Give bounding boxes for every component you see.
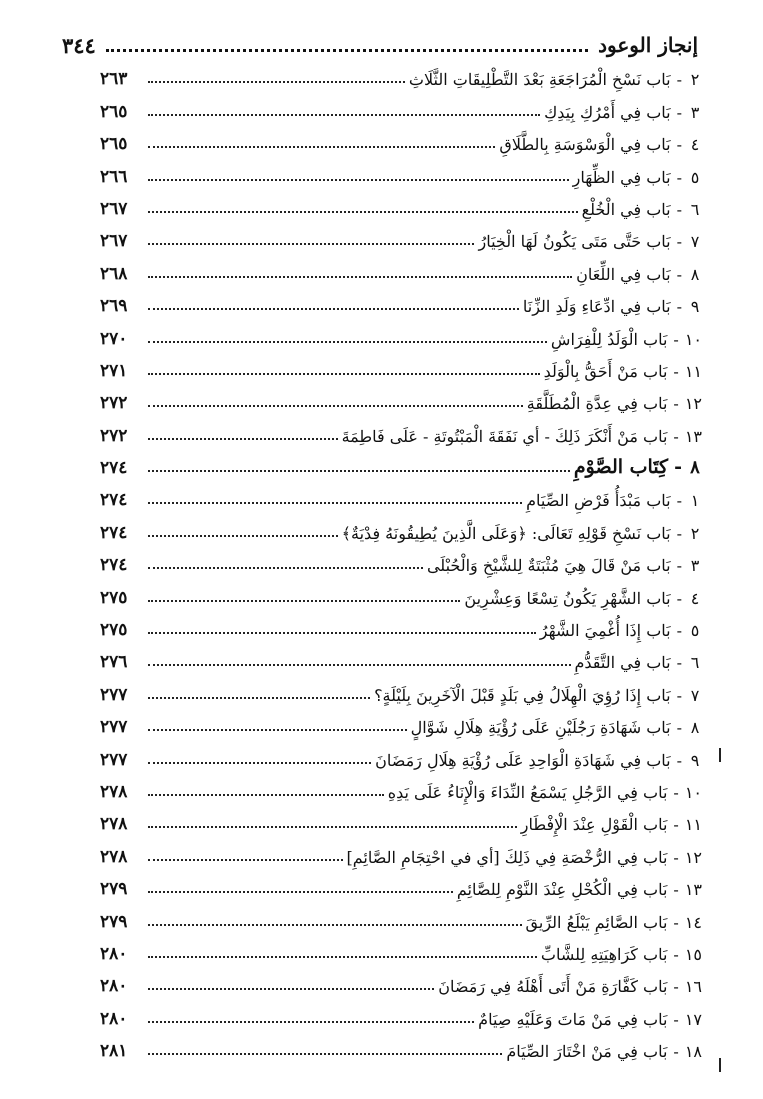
leader-dots	[148, 373, 540, 375]
entry-label: بَاب فِي عِدَّةِ الْمُطَلَّقَةِ	[526, 394, 668, 414]
entry-title	[427, 556, 702, 575]
table-of-contents	[100, 60, 702, 1064]
entry-title	[551, 330, 702, 349]
entry-number: ٥	[690, 167, 700, 187]
toc-entry	[100, 1032, 702, 1064]
leader-dots	[148, 179, 569, 181]
toc-entry	[100, 157, 702, 189]
toc-entry	[100, 999, 702, 1031]
running-header	[62, 28, 698, 62]
entry-page-number: ٢٦٥	[100, 134, 128, 155]
toc-entry	[100, 352, 702, 384]
entry-label: بَاب مَنْ أَحَقُّ بِالْوَلَدِ	[543, 361, 668, 381]
entry-dash: -	[676, 297, 682, 317]
entry-title	[541, 945, 702, 964]
leader-dots	[148, 794, 384, 796]
entry-label: بَاب فِي اللِّعَانِ	[576, 264, 671, 284]
entry-title	[544, 362, 702, 381]
entry-label: بَاب مَنْ قَالَ هِيَ مُثْبَتَةٌ لِلشَّيْخِ وَالْحُبْلَى	[426, 556, 671, 576]
entry-dash: -	[673, 944, 679, 964]
toc-entry	[100, 870, 702, 902]
entry-page-number: ٢٧٩	[100, 911, 128, 932]
entry-dash: -	[676, 199, 682, 219]
entry-page-number: ٢٧٢	[100, 393, 128, 414]
leader-dots	[148, 1021, 474, 1023]
entry-page-number: ٢٦٣	[100, 69, 128, 90]
entry-label: بَاب فِي شَهَادَةِ الْوَاحِدِ عَلَى رُؤْيَةِ هِلَالِ رَمَضَانَ	[375, 750, 671, 770]
entry-number: ١١	[684, 361, 702, 381]
entry-label: بَاب فِي الْوَسْوَسَةِ بِالطَّلَاقِ	[499, 135, 671, 155]
entry-page-number: ٢٧٨	[100, 814, 128, 835]
entry-page-number: ٢٧٦	[100, 652, 128, 673]
entry-number: ٧	[690, 685, 700, 705]
toc-entry	[100, 60, 702, 92]
toc-entry	[100, 546, 702, 578]
entry-title	[409, 70, 702, 89]
entry-number: ١١	[684, 815, 702, 835]
entry-dash: -	[673, 1009, 679, 1029]
leader-dots	[148, 567, 423, 569]
entry-dash: -	[673, 426, 679, 446]
entry-dash: -	[676, 135, 682, 155]
entry-number: ١٥	[684, 944, 702, 964]
entry-dash: -	[676, 167, 682, 187]
entry-page-number: ٢٨٠	[100, 976, 128, 997]
entry-number: ٣	[690, 102, 700, 122]
entry-page-number: ٢٧١	[100, 360, 128, 381]
header-leader-dots	[106, 49, 588, 52]
entry-title	[523, 297, 702, 316]
entry-label: بَاب الصَّائِمِ يَبْلَعُ الرِّيقَ	[525, 912, 668, 932]
entry-dash: -	[676, 621, 682, 641]
entry-number: ٧	[690, 232, 700, 252]
leader-dots	[148, 211, 578, 213]
leader-dots	[148, 243, 474, 245]
entry-number: ٤	[690, 588, 700, 608]
entry-number: ١٢	[684, 847, 702, 867]
entry-page-number: ٢٧٢	[100, 425, 128, 446]
entry-dash: -	[676, 523, 682, 543]
entry-label: بَاب شَهَادَةِ رَجُلَيْنِ عَلَى رُؤْيَةِ هِلَالِ شَوَّالٍ	[410, 718, 671, 738]
entry-title	[457, 880, 702, 899]
entry-dash: -	[676, 653, 682, 673]
leader-dots	[148, 924, 522, 926]
entry-label: بَاب إِذَا أُغْمِيَ الشَّهْرُ	[539, 621, 671, 641]
entry-number: ٢	[690, 70, 700, 90]
leader-dots	[148, 470, 570, 472]
entry-label: بَاب فِي التَّقَدُّمِ	[574, 653, 671, 673]
toc-entry	[100, 805, 702, 837]
entry-title	[478, 1010, 702, 1029]
entry-label: بَاب فِي الرَّجُلِ يَسْمَعُ النِّدَاءَ وَالْإِنَاءُ عَلَى يَدِهِ	[387, 782, 668, 802]
entry-title	[499, 135, 702, 154]
entry-page-number: ٢٦٨	[100, 263, 128, 284]
entry-number: ٤	[690, 135, 700, 155]
entry-dash: -	[674, 456, 682, 479]
entry-page-number: ٢٧٠	[100, 328, 128, 349]
book-title: إنجاز الوعود	[598, 33, 698, 57]
entry-number: ٦	[690, 199, 700, 219]
entry-dash: -	[676, 264, 682, 284]
toc-entry	[100, 773, 702, 805]
toc-entry	[100, 935, 702, 967]
entry-number: ١٦	[684, 977, 702, 997]
toc-entry	[100, 611, 702, 643]
entry-number: ٦	[690, 653, 700, 673]
entry-page-number: ٢٦٩	[100, 296, 128, 317]
entry-number: ٩	[690, 297, 700, 317]
entry-page-number: ٢٧٧	[100, 749, 128, 770]
entry-number: ١٢	[684, 394, 702, 414]
entry-number: ١	[690, 491, 700, 511]
entry-title	[521, 815, 702, 834]
entry-number: ٨	[690, 264, 700, 284]
leader-dots	[148, 341, 547, 343]
entry-label: بَاب كَفَّارَةِ مَنْ أَتَى أَهْلَهُ فِي رَمَضَانَ	[438, 977, 668, 997]
entry-title	[582, 200, 702, 219]
entry-dash: -	[673, 815, 679, 835]
entry-number: ١٨	[684, 1042, 702, 1062]
entry-label: بَاب نَسْخِ الْمُرَاجَعَةِ بَعْدَ التَّطْلِيقَاتِ الثَّلَاثِ	[408, 70, 671, 90]
entry-label: بَاب فِي مَنْ اخْتَارَ الصِّيَامَ	[506, 1042, 668, 1062]
entry-dash: -	[673, 329, 679, 349]
entry-title	[573, 168, 702, 187]
entry-number: ٨	[690, 718, 700, 738]
entry-title	[574, 456, 702, 478]
entry-dash: -	[676, 491, 682, 511]
toc-entry	[100, 384, 702, 416]
entry-label: بَاب فِي الرُّخْصَةِ فِي ذَلِكَ [أي في احْتِجَامِ الصَّائِمِ]	[346, 847, 668, 867]
leader-dots	[148, 1053, 502, 1055]
toc-entry	[100, 643, 702, 675]
entry-page-number: ٢٧٩	[100, 879, 128, 900]
entry-number: ١٧	[684, 1009, 702, 1029]
entry-label: بَاب فِي الْخُلْعِ	[581, 199, 671, 219]
toc-entry	[100, 740, 702, 772]
toc-chapter-heading	[100, 449, 702, 481]
entry-title	[374, 686, 702, 705]
entry-title	[464, 589, 702, 608]
entry-number: ١٣	[684, 426, 702, 446]
entry-label: بَاب الشَّهْرِ يَكُونُ تِسْعًا وَعِشْرِينَ	[464, 588, 671, 608]
leader-dots	[148, 988, 434, 990]
entry-dash: -	[673, 361, 679, 381]
entry-label: بَاب مَنْ أَنْكَرَ ذَلِكَ - أي نَفَقَةَ الْمَبْتُوتَةِ - عَلَى فَاطِمَةَ	[341, 426, 668, 446]
toc-entry	[100, 222, 702, 254]
entry-dash: -	[676, 556, 682, 576]
entry-number: ٢	[690, 523, 700, 543]
entry-dash: -	[676, 750, 682, 770]
toc-entry	[100, 319, 702, 351]
entry-page-number: ٢٧٧	[100, 684, 128, 705]
entry-page-number: ٢٦٥	[100, 101, 128, 122]
toc-entry	[100, 125, 702, 157]
toc-entry	[100, 254, 702, 286]
entry-page-number: ٢٨٠	[100, 943, 128, 964]
entry-page-number: ٢٧٤	[100, 458, 128, 479]
toc-entry	[100, 190, 702, 222]
entry-page-number: ٢٧٨	[100, 846, 128, 867]
entry-title	[527, 394, 702, 413]
entry-dash: -	[673, 847, 679, 867]
leader-dots	[148, 81, 405, 83]
leader-dots	[148, 146, 495, 148]
entry-page-number: ٢٦٧	[100, 231, 128, 252]
toc-entry	[100, 675, 702, 707]
entry-title	[342, 524, 702, 543]
entry-label: بَاب إِذَا رُؤِيَ الْهِلَالُ فِي بَلَدٍ قَبْلَ الْآخَرِينَ بِلَيْلَةٍ؟	[374, 685, 671, 705]
entry-dash: -	[673, 782, 679, 802]
page-number: ٣٤٤	[62, 32, 96, 58]
leader-dots	[148, 438, 338, 440]
leader-dots	[148, 502, 522, 504]
entry-label: كِتَاب الصَّوْمِ	[573, 456, 669, 479]
leader-dots	[148, 859, 343, 861]
toc-entry	[100, 902, 702, 934]
toc-entry	[100, 708, 702, 740]
entry-title	[526, 913, 702, 932]
entry-number: ٩	[690, 750, 700, 770]
entry-title	[375, 751, 702, 770]
toc-entry	[100, 967, 702, 999]
leader-dots	[148, 762, 371, 764]
entry-page-number: ٢٧٥	[100, 620, 128, 641]
entry-label: بَاب نَسْخِ قَوْلِهِ تَعَالَى: ﴿وَعَلَى الَّذِينَ يُطِيقُونَهُ فِدْيَةٌ﴾	[341, 523, 671, 543]
entry-title	[478, 232, 702, 251]
entry-dash: -	[673, 880, 679, 900]
entry-page-number: ٢٦٦	[100, 166, 128, 187]
entry-title	[526, 491, 702, 510]
entry-page-number: ٢٧٤	[100, 490, 128, 511]
entry-dash: -	[676, 685, 682, 705]
entry-title	[388, 783, 702, 802]
entry-title	[540, 621, 702, 640]
entry-number: ١٠	[684, 329, 702, 349]
entry-number: ٥	[690, 621, 700, 641]
entry-dash: -	[676, 70, 682, 90]
entry-page-number: ٢٨١	[100, 1041, 128, 1062]
entry-number: ١٠	[684, 782, 702, 802]
entry-title	[575, 653, 703, 672]
entry-label: بَاب مَبْدَأُ فَرْضِ الصِّيَامِ	[526, 491, 671, 511]
toc-entry	[100, 481, 702, 513]
entry-number: ٨	[690, 457, 700, 479]
entry-dash: -	[673, 912, 679, 932]
entry-label: بَاب فِي مَنْ مَاتَ وَعَلَيْهِ صِيَامٌ	[478, 1009, 668, 1029]
toc-entry	[100, 578, 702, 610]
entry-page-number: ٢٨٠	[100, 1008, 128, 1029]
entry-dash: -	[676, 718, 682, 738]
entry-title	[506, 1042, 702, 1061]
leader-dots	[148, 729, 407, 731]
entry-number: ٣	[690, 556, 700, 576]
entry-label: بَاب الْقَوْلِ عِنْدَ الْإِفْطَارِ	[520, 815, 668, 835]
margin-mark	[719, 1058, 721, 1072]
entry-page-number: ٢٧٧	[100, 717, 128, 738]
entry-label: بَاب فِي الظِّهَارِ	[572, 167, 671, 187]
entry-label: بَاب كَرَاهِيَتِهِ لِلشَّابِّ	[540, 944, 668, 964]
entry-dash: -	[673, 977, 679, 997]
entry-title	[544, 103, 702, 122]
leader-dots	[148, 276, 572, 278]
entry-label: بَاب الْوَلَدُ لِلْفِرَاشِ	[550, 329, 668, 349]
leader-dots	[148, 632, 536, 634]
entry-label: بَاب فِي أَمْرُكِ بِيَدِكِ	[544, 102, 671, 122]
entry-title	[438, 977, 702, 996]
entry-dash: -	[676, 588, 682, 608]
entry-page-number: ٢٧٤	[100, 555, 128, 576]
toc-entry	[100, 416, 702, 448]
entry-label: بَاب فِي ادِّعَاءِ وَلَدِ الزِّنَا	[522, 297, 671, 317]
leader-dots	[148, 891, 453, 893]
entry-number: ١٣	[684, 880, 702, 900]
toc-entry	[100, 92, 702, 124]
entry-number: ١٤	[684, 912, 702, 932]
entry-dash: -	[676, 102, 682, 122]
entry-title	[342, 427, 702, 446]
entry-page-number: ٢٦٧	[100, 198, 128, 219]
toc-entry	[100, 513, 702, 545]
leader-dots	[148, 956, 537, 958]
leader-dots	[148, 114, 540, 116]
entry-label: بَاب فِي الْكُحْلِ عِنْدَ النَّوْمِ لِلصَّائِمِ	[456, 880, 668, 900]
entry-title	[411, 718, 702, 737]
leader-dots	[148, 697, 370, 699]
toc-entry	[100, 837, 702, 869]
entry-dash: -	[676, 232, 682, 252]
entry-title	[347, 848, 703, 867]
entry-dash: -	[673, 1042, 679, 1062]
leader-dots	[148, 535, 338, 537]
leader-dots	[148, 405, 523, 407]
leader-dots	[148, 664, 571, 666]
entry-page-number: ٢٧٤	[100, 522, 128, 543]
leader-dots	[148, 308, 519, 310]
leader-dots	[148, 600, 460, 602]
leader-dots	[148, 826, 517, 828]
margin-mark	[719, 748, 721, 762]
entry-label: بَاب حَتَّى مَتَى يَكُونُ لَهَا الْخِيَارُ	[478, 232, 671, 252]
entry-page-number: ٢٧٨	[100, 781, 128, 802]
toc-entry	[100, 287, 702, 319]
entry-title	[576, 265, 702, 284]
entry-page-number: ٢٧٥	[100, 587, 128, 608]
entry-dash: -	[673, 394, 679, 414]
